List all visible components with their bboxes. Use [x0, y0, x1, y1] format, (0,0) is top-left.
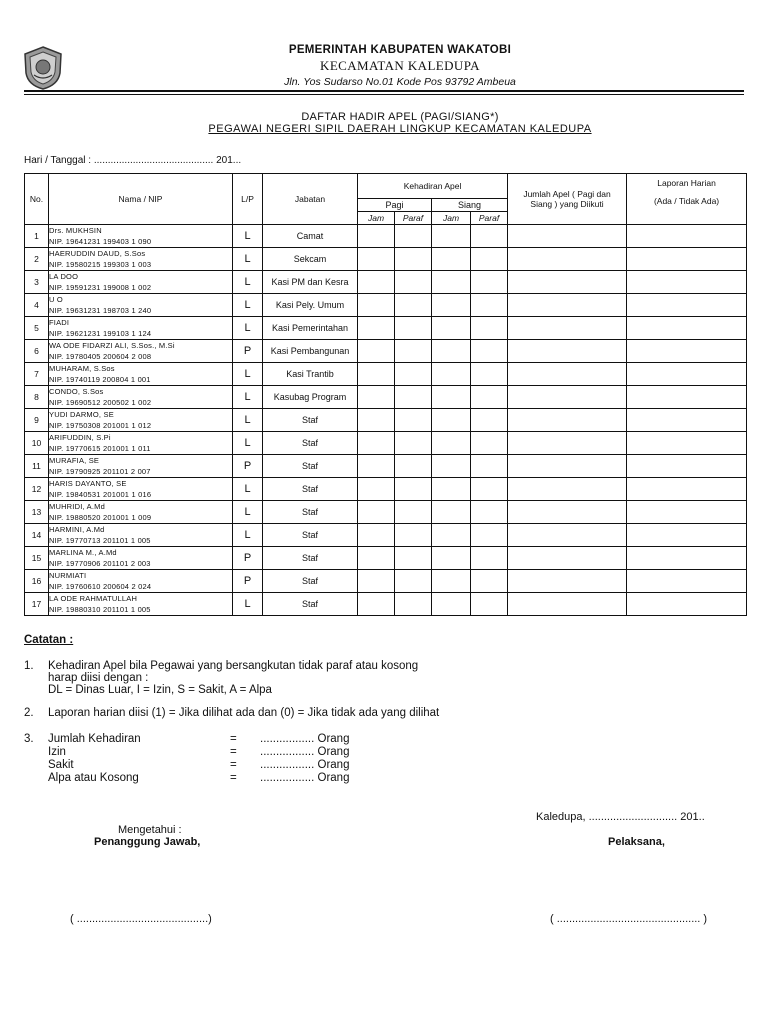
siang-paraf-cell: [471, 547, 508, 570]
jumlah-cell: [508, 501, 627, 524]
pagi-jam-cell: [358, 271, 395, 294]
laporan-cell: [627, 386, 747, 409]
siang-jam-cell: [432, 524, 471, 547]
pagi-jam-cell: [358, 501, 395, 524]
employee-name: LA ODE RAHMATULLAH: [49, 594, 138, 603]
pagi-paraf-cell: [395, 248, 432, 271]
table-row: [25, 386, 747, 409]
siang-jam-cell: [432, 409, 471, 432]
siang-paraf-cell: [471, 432, 508, 455]
pagi-jam-cell: [358, 340, 395, 363]
siang-paraf-cell: [471, 455, 508, 478]
name-nip-cell: [49, 317, 233, 340]
siang-jam-cell: [432, 248, 471, 271]
jumlah-cell: [508, 363, 627, 386]
position-cell: Staf: [263, 409, 358, 432]
name-nip-cell: [49, 340, 233, 363]
siang-jam-cell: [432, 432, 471, 455]
position-cell: Kasi Pembangunan: [263, 340, 358, 363]
laporan-cell: [627, 432, 747, 455]
summary-label: Alpa atau Kosong: [48, 772, 139, 784]
employee-nip: NIP. 19880520 201001 1 009: [49, 513, 152, 522]
summary-equals: =: [230, 759, 237, 771]
notes-heading: Catatan :: [24, 634, 74, 646]
col-header-kehadiran: Kehadiran Apel: [358, 174, 508, 199]
employee-name: U O: [49, 295, 63, 304]
summary-label: Izin: [48, 746, 66, 758]
siang-jam-cell: [432, 455, 471, 478]
pagi-paraf-cell: [395, 524, 432, 547]
siang-jam-cell: [432, 294, 471, 317]
gender-cell: L: [233, 501, 263, 524]
note-3-number: 3.: [24, 733, 34, 745]
jumlah-cell: [508, 271, 627, 294]
table-row: [25, 294, 747, 317]
pagi-paraf-cell: [395, 593, 432, 616]
row-number: 9: [25, 409, 49, 432]
employee-name: HARIS DAYANTO, SE: [49, 479, 127, 488]
siang-jam-cell: [432, 478, 471, 501]
gender-cell: L: [233, 248, 263, 271]
row-number: 5: [25, 317, 49, 340]
name-nip-cell: [49, 501, 233, 524]
header-divider-thick: [24, 90, 744, 92]
place-date: Kaledupa, ............................. 201..: [536, 811, 705, 823]
jumlah-cell: [508, 248, 627, 271]
col-header-no: No.: [25, 174, 49, 225]
district-name: KECAMATAN KALEDUPA: [320, 58, 480, 73]
jumlah-cell: [508, 524, 627, 547]
laporan-cell: [627, 294, 747, 317]
row-number: 14: [25, 524, 49, 547]
laporan-cell: [627, 340, 747, 363]
employee-nip: NIP. 19690512 200502 1 002: [49, 398, 152, 407]
employee-nip: NIP. 19770615 201001 1 011: [49, 444, 151, 453]
regency-emblem-logo: [22, 45, 64, 91]
col-header-name: Nama / NIP: [49, 174, 233, 225]
pagi-paraf-cell: [395, 363, 432, 386]
gender-cell: P: [233, 455, 263, 478]
name-nip-cell: [49, 225, 233, 248]
laporan-cell: [627, 478, 747, 501]
laporan-cell: [627, 248, 747, 271]
siang-paraf-cell: [471, 386, 508, 409]
position-cell: Staf: [263, 524, 358, 547]
siang-jam-cell: [432, 593, 471, 616]
table-row: [25, 501, 747, 524]
employee-nip: NIP. 19770906 201101 2 003: [49, 559, 151, 568]
pagi-jam-cell: [358, 593, 395, 616]
position-cell: Sekcam: [263, 248, 358, 271]
laporan-cell: [627, 593, 747, 616]
gender-cell: L: [233, 409, 263, 432]
employee-name: WA ODE FIDARZI ALI, S.Sos., M.Si: [49, 341, 175, 350]
employee-nip: NIP. 19840531 201001 1 016: [49, 490, 152, 499]
pagi-jam-cell: [358, 409, 395, 432]
row-number: 2: [25, 248, 49, 271]
position-cell: Staf: [263, 478, 358, 501]
siang-jam-cell: [432, 386, 471, 409]
laporan-cell: [627, 501, 747, 524]
pagi-jam-cell: [358, 317, 395, 340]
position-cell: Staf: [263, 432, 358, 455]
laporan-cell: [627, 547, 747, 570]
employee-nip: NIP. 19770713 201101 1 005: [49, 536, 151, 545]
col-header-laporan: [627, 174, 747, 225]
jumlah-cell: [508, 340, 627, 363]
note-1-line-1: Kehadiran Apel bila Pegawai yang bersangkutan tidak paraf atau kosong: [48, 660, 419, 672]
row-number: 7: [25, 363, 49, 386]
laporan-cell: [627, 271, 747, 294]
pagi-paraf-cell: [395, 225, 432, 248]
name-nip-cell: [49, 294, 233, 317]
pagi-paraf-cell: [395, 271, 432, 294]
table-row: [25, 524, 747, 547]
attendance-table: [24, 173, 747, 616]
office-address: Jln. Yos Sudarso No.01 Kode Pos 93792 Ambeua: [284, 76, 516, 88]
jumlah-cell: [508, 455, 627, 478]
col-header-siang-paraf: Paraf: [471, 212, 508, 225]
pagi-paraf-cell: [395, 340, 432, 363]
position-cell: Staf: [263, 501, 358, 524]
employee-name: LA DOO: [49, 272, 79, 281]
employee-nip: NIP. 19880310 201101 1 005: [49, 605, 151, 614]
employee-name: CONDO, S.Sos: [49, 387, 104, 396]
note-1-line-2: harap diisi dengan :: [48, 672, 149, 684]
row-number: 17: [25, 593, 49, 616]
table-row: [25, 570, 747, 593]
col-header-pagi-paraf: Paraf: [395, 212, 432, 225]
gender-cell: P: [233, 547, 263, 570]
row-number: 12: [25, 478, 49, 501]
position-cell: Kasi PM dan Kesra: [263, 271, 358, 294]
jumlah-cell: [508, 225, 627, 248]
gender-cell: L: [233, 593, 263, 616]
note-2: Laporan harian diisi (1) = Jika dilihat ada dan (0) = Jika tidak ada yang dilihat: [48, 707, 440, 719]
siang-paraf-cell: [471, 340, 508, 363]
note-1: [48, 660, 418, 696]
jumlah-cell: [508, 386, 627, 409]
position-cell: Staf: [263, 593, 358, 616]
summary-equals: =: [230, 772, 237, 784]
pagi-jam-cell: [358, 524, 395, 547]
col-header-lp: L/P: [233, 174, 263, 225]
jumlah-cell: [508, 570, 627, 593]
name-nip-cell: [49, 524, 233, 547]
jumlah-cell: [508, 409, 627, 432]
col-header-pagi-jam: Jam: [358, 212, 395, 225]
government-name: PEMERINTAH KABUPATEN WAKATOBI: [288, 44, 512, 56]
pelaksana-signature-blank: ( ............................................... ): [550, 913, 708, 925]
mengetahui-label: Mengetahui :: [118, 824, 182, 836]
note-1-number: 1.: [24, 660, 34, 672]
gender-cell: L: [233, 317, 263, 340]
pagi-jam-cell: [358, 294, 395, 317]
table-row: [25, 271, 747, 294]
jumlah-cell: [508, 317, 627, 340]
siang-jam-cell: [432, 340, 471, 363]
name-nip-cell: [49, 547, 233, 570]
laporan-cell: [627, 225, 747, 248]
siang-paraf-cell: [471, 271, 508, 294]
siang-jam-cell: [432, 363, 471, 386]
laporan-cell: [627, 455, 747, 478]
table-row: [25, 248, 747, 271]
table-row: [25, 340, 747, 363]
position-cell: Kasi Pely. Umum: [263, 294, 358, 317]
notes-section: [24, 634, 73, 647]
name-nip-cell: [49, 271, 233, 294]
jumlah-cell: [508, 294, 627, 317]
jumlah-cell: [508, 593, 627, 616]
siang-jam-cell: [432, 225, 471, 248]
gender-cell: L: [233, 478, 263, 501]
gender-cell: L: [233, 432, 263, 455]
pagi-jam-cell: [358, 432, 395, 455]
pelaksana-title: Pelaksana,: [608, 836, 665, 848]
summary-value: ................. Orang: [260, 746, 350, 758]
pagi-paraf-cell: [395, 409, 432, 432]
summary-label: Jumlah Kehadiran: [48, 733, 141, 745]
employee-name: ARIFUDDIN, S.Pi: [49, 433, 111, 442]
laporan-cell: [627, 363, 747, 386]
position-cell: Staf: [263, 547, 358, 570]
siang-paraf-cell: [471, 501, 508, 524]
employee-name: FIADI: [49, 318, 70, 327]
employee-nip: NIP. 19641231 199403 1 090: [49, 237, 152, 246]
table-row: [25, 225, 747, 248]
name-nip-cell: [49, 363, 233, 386]
col-header-jabatan: Jabatan: [263, 174, 358, 225]
pagi-paraf-cell: [395, 547, 432, 570]
siang-paraf-cell: [471, 225, 508, 248]
row-number: 4: [25, 294, 49, 317]
laporan-subtitle: (Ada / Tidak Ada): [653, 196, 720, 206]
jumlah-cell: [508, 478, 627, 501]
siang-jam-cell: [432, 501, 471, 524]
summary-value: ................. Orang: [260, 759, 350, 771]
siang-paraf-cell: [471, 409, 508, 432]
employee-name: Drs. MUKHSIN: [49, 226, 102, 235]
name-nip-cell: [49, 386, 233, 409]
employee-nip: NIP. 19750308 201001 1 012: [49, 421, 152, 430]
pagi-jam-cell: [358, 570, 395, 593]
gender-cell: L: [233, 294, 263, 317]
col-header-siang: Siang: [432, 199, 508, 212]
note-2-number: 2.: [24, 707, 34, 719]
laporan-cell: [627, 409, 747, 432]
pagi-paraf-cell: [395, 294, 432, 317]
employee-name: HARMINI, A.Md: [49, 525, 105, 534]
name-nip-cell: [49, 478, 233, 501]
pagi-jam-cell: [358, 386, 395, 409]
penanggung-jawab-signature-blank: ( ...........................................): [70, 913, 212, 925]
pagi-jam-cell: [358, 478, 395, 501]
pagi-paraf-cell: [395, 478, 432, 501]
row-number: 8: [25, 386, 49, 409]
pagi-jam-cell: [358, 455, 395, 478]
position-cell: Kasi Pemerintahan: [263, 317, 358, 340]
laporan-title: Laporan Harian: [657, 178, 716, 188]
col-header-siang-jam: Jam: [432, 212, 471, 225]
row-number: 3: [25, 271, 49, 294]
siang-paraf-cell: [471, 317, 508, 340]
table-row: [25, 317, 747, 340]
date-line: Hari / Tanggal : ........................................... 201...: [24, 155, 242, 166]
employee-nip: NIP. 19591231 199008 1 002: [49, 283, 152, 292]
row-number: 15: [25, 547, 49, 570]
col-header-jumlah: Jumlah Apel ( Pagi dan Siang ) yang Diikuti: [508, 174, 627, 225]
document-title: DAFTAR HADIR APEL (PAGI/SIANG*): [301, 111, 499, 123]
pagi-paraf-cell: [395, 455, 432, 478]
table-row: [25, 547, 747, 570]
siang-jam-cell: [432, 570, 471, 593]
siang-paraf-cell: [471, 478, 508, 501]
col-header-pagi: Pagi: [358, 199, 432, 212]
summary-value: ................. Orang: [260, 733, 350, 745]
pagi-paraf-cell: [395, 386, 432, 409]
pagi-jam-cell: [358, 363, 395, 386]
gender-cell: L: [233, 225, 263, 248]
row-number: 16: [25, 570, 49, 593]
gender-cell: L: [233, 386, 263, 409]
siang-paraf-cell: [471, 593, 508, 616]
position-cell: Kasi Trantib: [263, 363, 358, 386]
note-1-line-3: DL = Dinas Luar, I = Izin, S = Sakit, A = Alpa: [48, 684, 272, 696]
pagi-paraf-cell: [395, 570, 432, 593]
pagi-paraf-cell: [395, 317, 432, 340]
jumlah-cell: [508, 432, 627, 455]
position-cell: Staf: [263, 455, 358, 478]
siang-jam-cell: [432, 271, 471, 294]
table-row: [25, 363, 747, 386]
employee-nip: NIP. 19790925 201101 2 007: [49, 467, 151, 476]
penanggung-jawab-title: Penanggung Jawab,: [94, 836, 201, 848]
laporan-cell: [627, 524, 747, 547]
pagi-paraf-cell: [395, 501, 432, 524]
employee-name: NURMIATI: [49, 571, 87, 580]
siang-paraf-cell: [471, 570, 508, 593]
name-nip-cell: [49, 593, 233, 616]
employee-name: YUDI DARMO, SE: [49, 410, 114, 419]
siang-paraf-cell: [471, 363, 508, 386]
table-row: [25, 409, 747, 432]
name-nip-cell: [49, 432, 233, 455]
pagi-paraf-cell: [395, 432, 432, 455]
gender-cell: P: [233, 340, 263, 363]
row-number: 1: [25, 225, 49, 248]
employee-nip: NIP. 19780405 200604 2 008: [49, 352, 152, 361]
gender-cell: P: [233, 570, 263, 593]
table-row: [25, 478, 747, 501]
employee-name: MURAFIA, SE: [49, 456, 100, 465]
laporan-cell: [627, 317, 747, 340]
name-nip-cell: [49, 409, 233, 432]
summary-equals: =: [230, 746, 237, 758]
row-number: 10: [25, 432, 49, 455]
row-number: 13: [25, 501, 49, 524]
row-number: 11: [25, 455, 49, 478]
table-row: [25, 432, 747, 455]
pagi-jam-cell: [358, 225, 395, 248]
employee-nip: NIP. 19621231 199103 1 124: [49, 329, 152, 338]
position-cell: Camat: [263, 225, 358, 248]
employee-name: MARLINA M., A.Md: [49, 548, 117, 557]
row-number: 6: [25, 340, 49, 363]
jumlah-cell: [508, 547, 627, 570]
employee-nip: NIP. 19631231 198703 1 240: [49, 306, 152, 315]
table-row: [25, 455, 747, 478]
gender-cell: L: [233, 271, 263, 294]
pagi-jam-cell: [358, 248, 395, 271]
employee-name: HAERUDDIN DAUD, S.Sos: [49, 249, 146, 258]
summary-label: Sakit: [48, 759, 74, 771]
employee-name: MUHRIDI, A.Md: [49, 502, 105, 511]
position-cell: Kasubag Program: [263, 386, 358, 409]
siang-paraf-cell: [471, 524, 508, 547]
employee-nip: NIP. 19740119 200804 1 001: [49, 375, 151, 384]
siang-jam-cell: [432, 317, 471, 340]
laporan-cell: [627, 570, 747, 593]
employee-name: MUHARAM, S.Sos: [49, 364, 115, 373]
name-nip-cell: [49, 248, 233, 271]
summary-value: ................. Orang: [260, 772, 350, 784]
gender-cell: L: [233, 363, 263, 386]
employee-nip: NIP. 19580215 199303 1 003: [49, 260, 152, 269]
name-nip-cell: [49, 455, 233, 478]
siang-paraf-cell: [471, 248, 508, 271]
header-divider-thin: [24, 94, 744, 95]
document-subtitle: PEGAWAI NEGERI SIPIL DAERAH LINGKUP KECAMATAN KALEDUPA: [208, 123, 592, 135]
siang-jam-cell: [432, 547, 471, 570]
position-cell: Staf: [263, 570, 358, 593]
gender-cell: L: [233, 524, 263, 547]
siang-paraf-cell: [471, 294, 508, 317]
employee-nip: NIP. 19760610 200604 2 024: [49, 582, 152, 591]
pagi-jam-cell: [358, 547, 395, 570]
summary-equals: =: [230, 733, 237, 745]
name-nip-cell: [49, 570, 233, 593]
table-row: [25, 593, 747, 616]
